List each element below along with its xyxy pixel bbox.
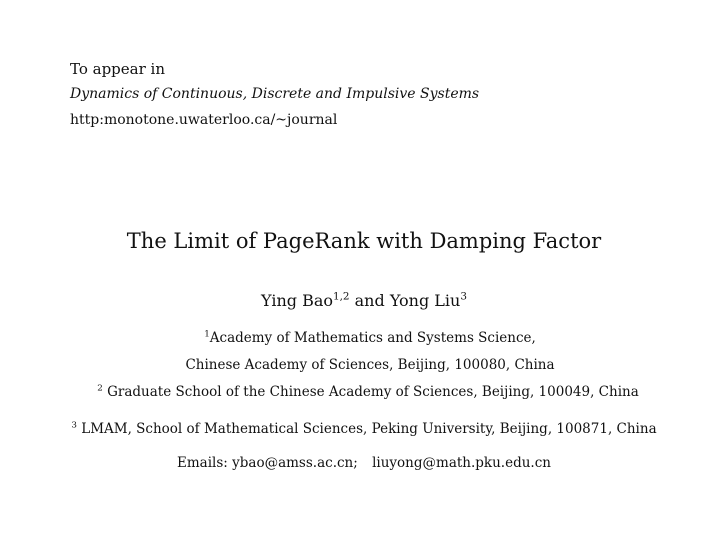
- author-name: Ying Bao: [261, 291, 334, 310]
- emails-label: Emails:: [177, 455, 228, 471]
- affiliation-2: [8, 384, 720, 400]
- paper-title: The Limit of PageRank with Damping Factor: [126, 229, 602, 253]
- affiliation-mark: 1: [204, 329, 210, 340]
- affiliation-line: Chinese Academy of Sciences, Beijing, 100080, China: [185, 357, 555, 373]
- affiliation-3: [4, 421, 720, 437]
- email-address[interactable]: liuyong@math.pku.edu.cn: [372, 455, 551, 471]
- affiliation-1-continued: [10, 357, 720, 373]
- appear-in-note: To appear in: [70, 60, 166, 78]
- affiliation-line: Graduate School of the Chinese Academy of Sciences, Beijing, 100049, China: [107, 384, 639, 400]
- affiliation-line: Academy of Mathematics and Systems Science,: [209, 330, 536, 346]
- author-name: Yong Liu: [389, 291, 461, 310]
- affiliation-mark: 3: [71, 420, 77, 431]
- author-conjunction: and: [354, 291, 385, 310]
- email-address[interactable]: ybao@amss.ac.cn;: [232, 455, 358, 471]
- affiliation-mark: 2: [97, 383, 103, 394]
- author-line: [4, 291, 720, 310]
- author-affiliation-mark: 1,2: [333, 290, 350, 303]
- journal-url: http:monotone.uwaterloo.ca/~journal: [70, 112, 338, 128]
- affiliation-1: [10, 330, 720, 346]
- journal-name: Dynamics of Continuous, Discrete and Impulsive Systems: [70, 86, 480, 102]
- author-affiliation-mark: 3: [460, 290, 467, 303]
- emails-line: [4, 455, 720, 471]
- affiliation-line: LMAM, School of Mathematical Sciences, Peking University, Beijing, 100871, China: [81, 421, 657, 437]
